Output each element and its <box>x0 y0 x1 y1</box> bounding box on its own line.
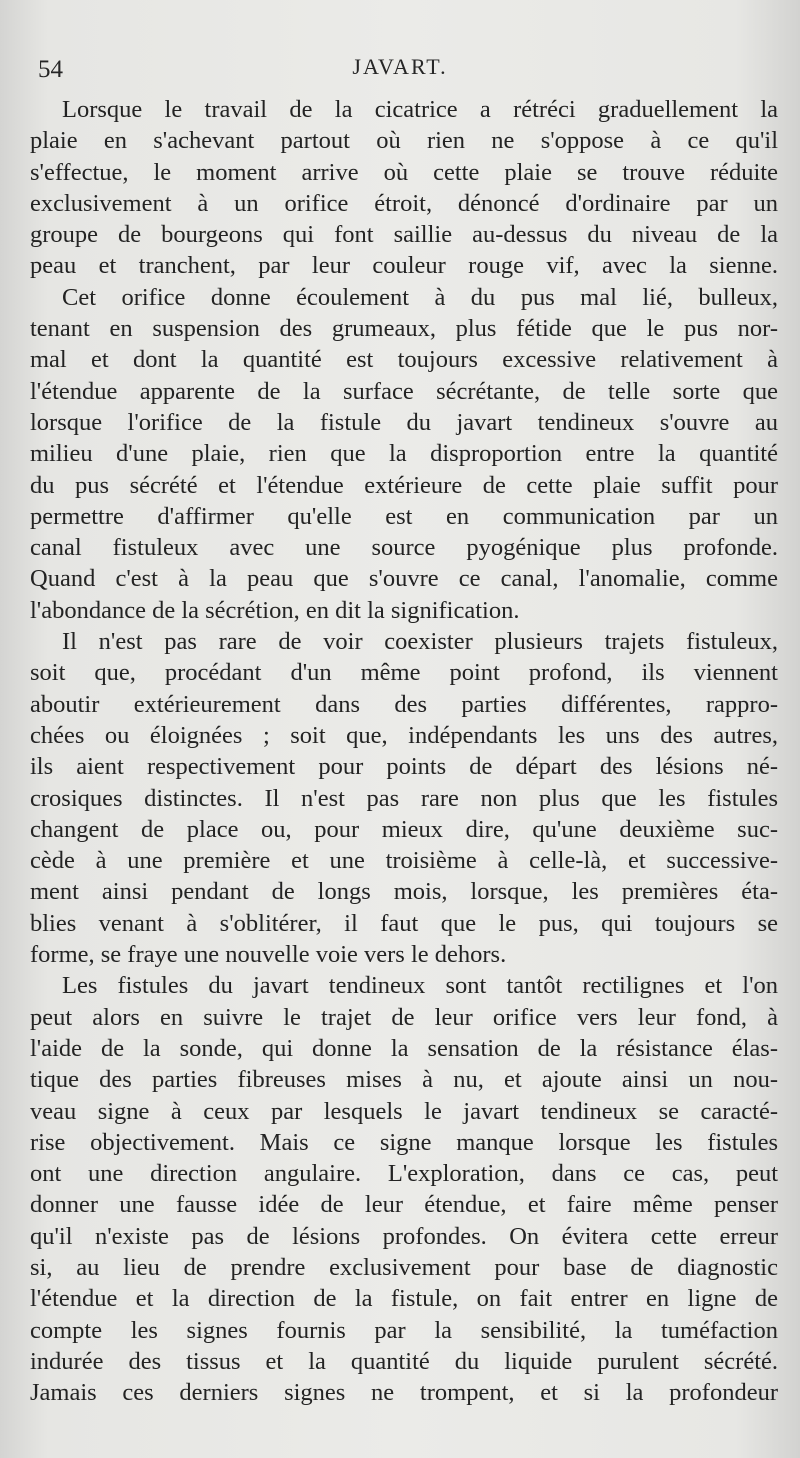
text-line: exclusivement à un orifice étroit, dénoncé d'ordinaire par un <box>30 189 778 217</box>
text-line: ils aient respectivement pour points de départ des lésions né- <box>30 753 778 781</box>
text-line: compte les signes fournis par la sensibilité, la tuméfaction <box>30 1316 778 1344</box>
text-line: Lorsque le travail de la cicatrice a rétréci graduellement la <box>62 96 778 123</box>
text-line: blies venant à s'oblitérer, il faut que le pus, qui toujours se <box>30 909 778 937</box>
text-line: plaie en s'achevant partout où rien ne s'oppose à ce qu'il <box>30 127 778 155</box>
text-line: donner une fausse idée de leur étendue, et faire même penser <box>30 1191 778 1219</box>
text-line: crosiques distinctes. Il n'est pas rare non plus que les fistules <box>30 784 778 812</box>
page-number: 54 <box>38 56 63 83</box>
text-line: mal et dont la quantité est toujours excessive relativement à <box>30 346 778 374</box>
text-line: peau et tranchent, par leur couleur rouge vif, avec la sienne. <box>30 252 778 280</box>
text-line: si, au lieu de prendre exclusivement pour base de diagnostic <box>30 1253 778 1281</box>
text-line: changent de place ou, pour mieux dire, qu'une deuxième suc- <box>30 815 778 843</box>
text-line: soit que, procédant d'un même point profond, ils viennent <box>30 659 778 687</box>
text-line: tique des parties fibreuses mises à nu, et ajoute ainsi un nou- <box>30 1066 778 1094</box>
text-line: chées ou éloignées ; soit que, indépendants les uns des autres, <box>30 721 778 749</box>
text-line: groupe de bourgeons qui font saillie au-dessus du niveau de la <box>30 221 778 249</box>
text-line: lorsque l'orifice de la fistule du javart tendineux s'ouvre au <box>30 408 778 436</box>
text-line: cède à une première et une troisième à celle-là, et successive- <box>30 847 778 875</box>
text-line: l'étendue et la direction de la fistule, on fait entrer en ligne de <box>30 1285 778 1313</box>
running-title: JAVART. <box>352 54 448 79</box>
text-line: Quand c'est à la peau que s'ouvre ce canal, l'anomalie, comme <box>30 565 778 593</box>
text-line: ment ainsi pendant de longs mois, lorsque, les premières éta- <box>30 878 778 906</box>
body-text <box>30 94 778 1408</box>
text-line: rise objectivement. Mais ce signe manque lorsque les fistules <box>30 1128 778 1156</box>
text-line: Les fistules du javart tendineux sont tantôt rectilignes et l'on <box>62 972 778 1000</box>
text-line: veau signe à ceux par lesquels le javart tendineux se caracté- <box>30 1097 778 1125</box>
text-line: permettre d'affirmer qu'elle est en communication par un <box>30 502 778 530</box>
text-line: aboutir extérieurement dans des parties différentes, rappro- <box>30 690 778 718</box>
text-line: Il n'est pas rare de voir coexister plusieurs trajets fistuleux, <box>62 628 778 656</box>
text-line: ont une direction angulaire. L'exploration, dans ce cas, peut <box>30 1160 778 1188</box>
text-line: peut alors en suivre le trajet de leur orifice vers leur fond, à <box>30 1003 778 1031</box>
text-line: s'effectue, le moment arrive où cette plaie se trouve réduite <box>30 158 778 186</box>
text-line: l'aide de la sonde, qui donne la sensation de la résistance élas- <box>30 1034 778 1062</box>
text-line: canal fistuleux avec une source pyogénique plus profonde. <box>30 534 778 562</box>
text-line: tenant en suspension des grumeaux, plus fétide que le pus nor- <box>30 315 778 343</box>
text-line: indurée des tissus et la quantité du liquide purulent sécrété. <box>30 1347 778 1375</box>
text-line: Cet orifice donne écoulement à du pus mal lié, bulleux, <box>62 283 778 311</box>
text-line: qu'il n'existe pas de lésions profondes. On évitera cette erreur <box>30 1222 778 1250</box>
text-line: Jamais ces derniers signes ne trompent, et si la profondeur <box>30 1379 778 1407</box>
text-line: forme, se fraye une nouvelle voie vers le dehors. <box>30 941 507 969</box>
text-line: l'abondance de la sécrétion, en dit la signification. <box>30 596 520 624</box>
text-line: milieu d'une plaie, rien que la disproportion entre la quantité <box>30 440 778 468</box>
text-line: l'étendue apparente de la surface sécrétante, de telle sorte que <box>30 377 778 405</box>
text-line: du pus sécrété et l'étendue extérieure de cette plaie suffit pour <box>30 471 778 499</box>
